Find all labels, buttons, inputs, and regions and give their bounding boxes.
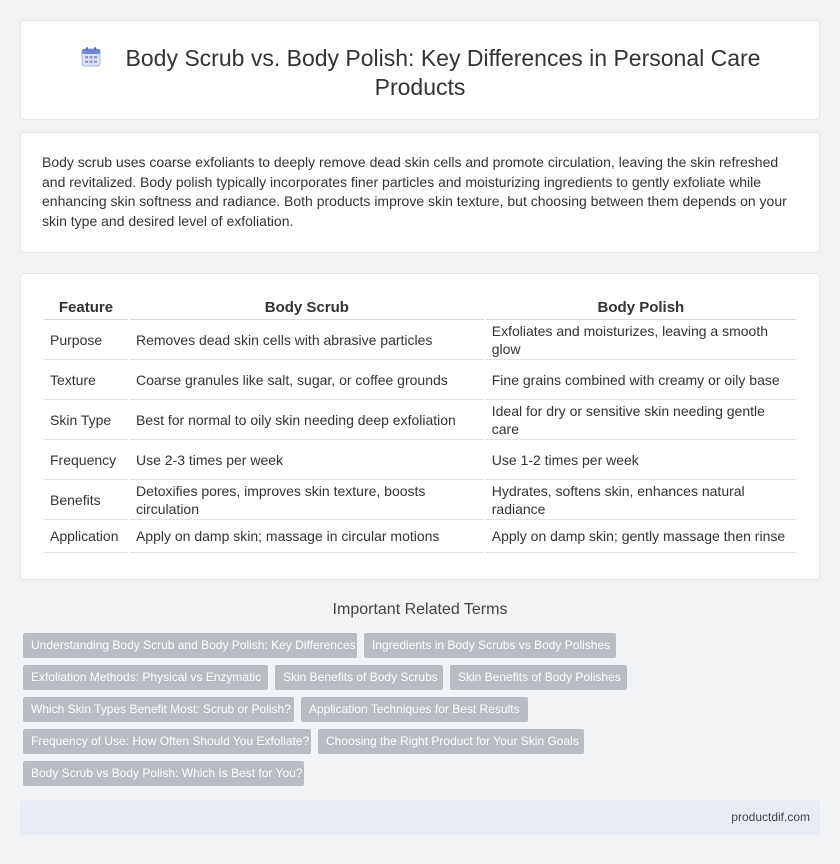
- feature-cell: Application: [44, 520, 128, 553]
- related-terms-heading: Important Related Terms: [332, 601, 508, 618]
- related-tag[interactable]: Skin Benefits of Body Scrubs: [275, 665, 443, 690]
- table-header-row: [44, 296, 796, 320]
- scrub-cell: Coarse granules like salt, sugar, or coffee grounds: [130, 360, 484, 400]
- polish-cell: Use 1-2 times per week: [486, 440, 796, 480]
- title-line-1: Body Scrub vs. Body Polish: Key Differences in Personal Care: [125, 45, 761, 71]
- comparison-table-card: [20, 273, 820, 580]
- feature-cell: Frequency: [44, 440, 128, 480]
- table-row: [44, 400, 796, 440]
- polish-cell: Ideal for dry or sensitive skin needing gentle care: [486, 400, 796, 440]
- scrub-cell: Removes dead skin cells with abrasive particles: [130, 320, 484, 360]
- polish-cell: Apply on damp skin; gently massage then rinse: [486, 520, 796, 553]
- scrub-cell: Use 2-3 times per week: [130, 440, 484, 480]
- footer: [20, 800, 820, 834]
- table-row: [44, 360, 796, 400]
- table-row: [44, 480, 796, 520]
- calendar-icon: [80, 46, 102, 68]
- polish-cell: Exfoliates and moisturizes, leaving a smooth glow: [486, 320, 796, 360]
- footer-site-link[interactable]: productdif.com: [731, 810, 810, 824]
- polish-cell: Hydrates, softens skin, enhances natural radiance: [486, 480, 796, 520]
- header-body-scrub: Body Scrub: [130, 296, 484, 320]
- header-card: [20, 20, 820, 120]
- intro-card: [20, 132, 820, 253]
- table-row: [44, 520, 796, 553]
- page-title: [21, 44, 819, 102]
- scrub-cell: Detoxifies pores, improves skin texture, boosts circulation: [130, 480, 484, 520]
- related-tag[interactable]: Skin Benefits of Body Polishes: [450, 665, 627, 690]
- header-feature: Feature: [44, 296, 128, 320]
- table-row: [44, 440, 796, 480]
- related-tag[interactable]: Exfoliation Methods: Physical vs Enzymatic: [23, 665, 268, 690]
- related-tag[interactable]: Body Scrub vs Body Polish: Which Is Best for You?: [23, 761, 304, 786]
- feature-cell: Skin Type: [44, 400, 128, 440]
- feature-cell: Benefits: [44, 480, 128, 520]
- title-line-2: Products: [374, 74, 466, 100]
- scrub-cell: Apply on damp skin; massage in circular motions: [130, 520, 484, 553]
- related-tag[interactable]: Application Techniques for Best Results: [301, 697, 528, 722]
- polish-cell: Fine grains combined with creamy or oily base: [486, 360, 796, 400]
- related-tag[interactable]: Choosing the Right Product for Your Skin Goals: [318, 729, 584, 754]
- scrub-cell: Best for normal to oily skin needing deep exfoliation: [130, 400, 484, 440]
- comparison-table: [42, 296, 798, 553]
- table-row: [44, 320, 796, 360]
- related-tag[interactable]: Which Skin Types Benefit Most: Scrub or Polish?: [23, 697, 294, 722]
- related-tag[interactable]: Ingredients in Body Scrubs vs Body Polishes: [364, 633, 616, 658]
- feature-cell: Purpose: [44, 320, 128, 360]
- feature-cell: Texture: [44, 360, 128, 400]
- related-tag[interactable]: Understanding Body Scrub and Body Polish: Key Differences: [23, 633, 357, 658]
- related-tag[interactable]: Frequency of Use: How Often Should You Exfoliate?: [23, 729, 311, 754]
- intro-paragraph: Body scrub uses coarse exfoliants to deeply remove dead skin cells and promote circulation, leaving the skin refreshed and revitalized. Body polish typically incorporates finer particles and moisturizing ingredients to gently exfoliate while enhancing skin softness and radiance. Both products improve skin texture, but choosing between them depends on your skin type and desired level of exfoliation.: [42, 154, 787, 229]
- header-body-polish: Body Polish: [486, 296, 796, 320]
